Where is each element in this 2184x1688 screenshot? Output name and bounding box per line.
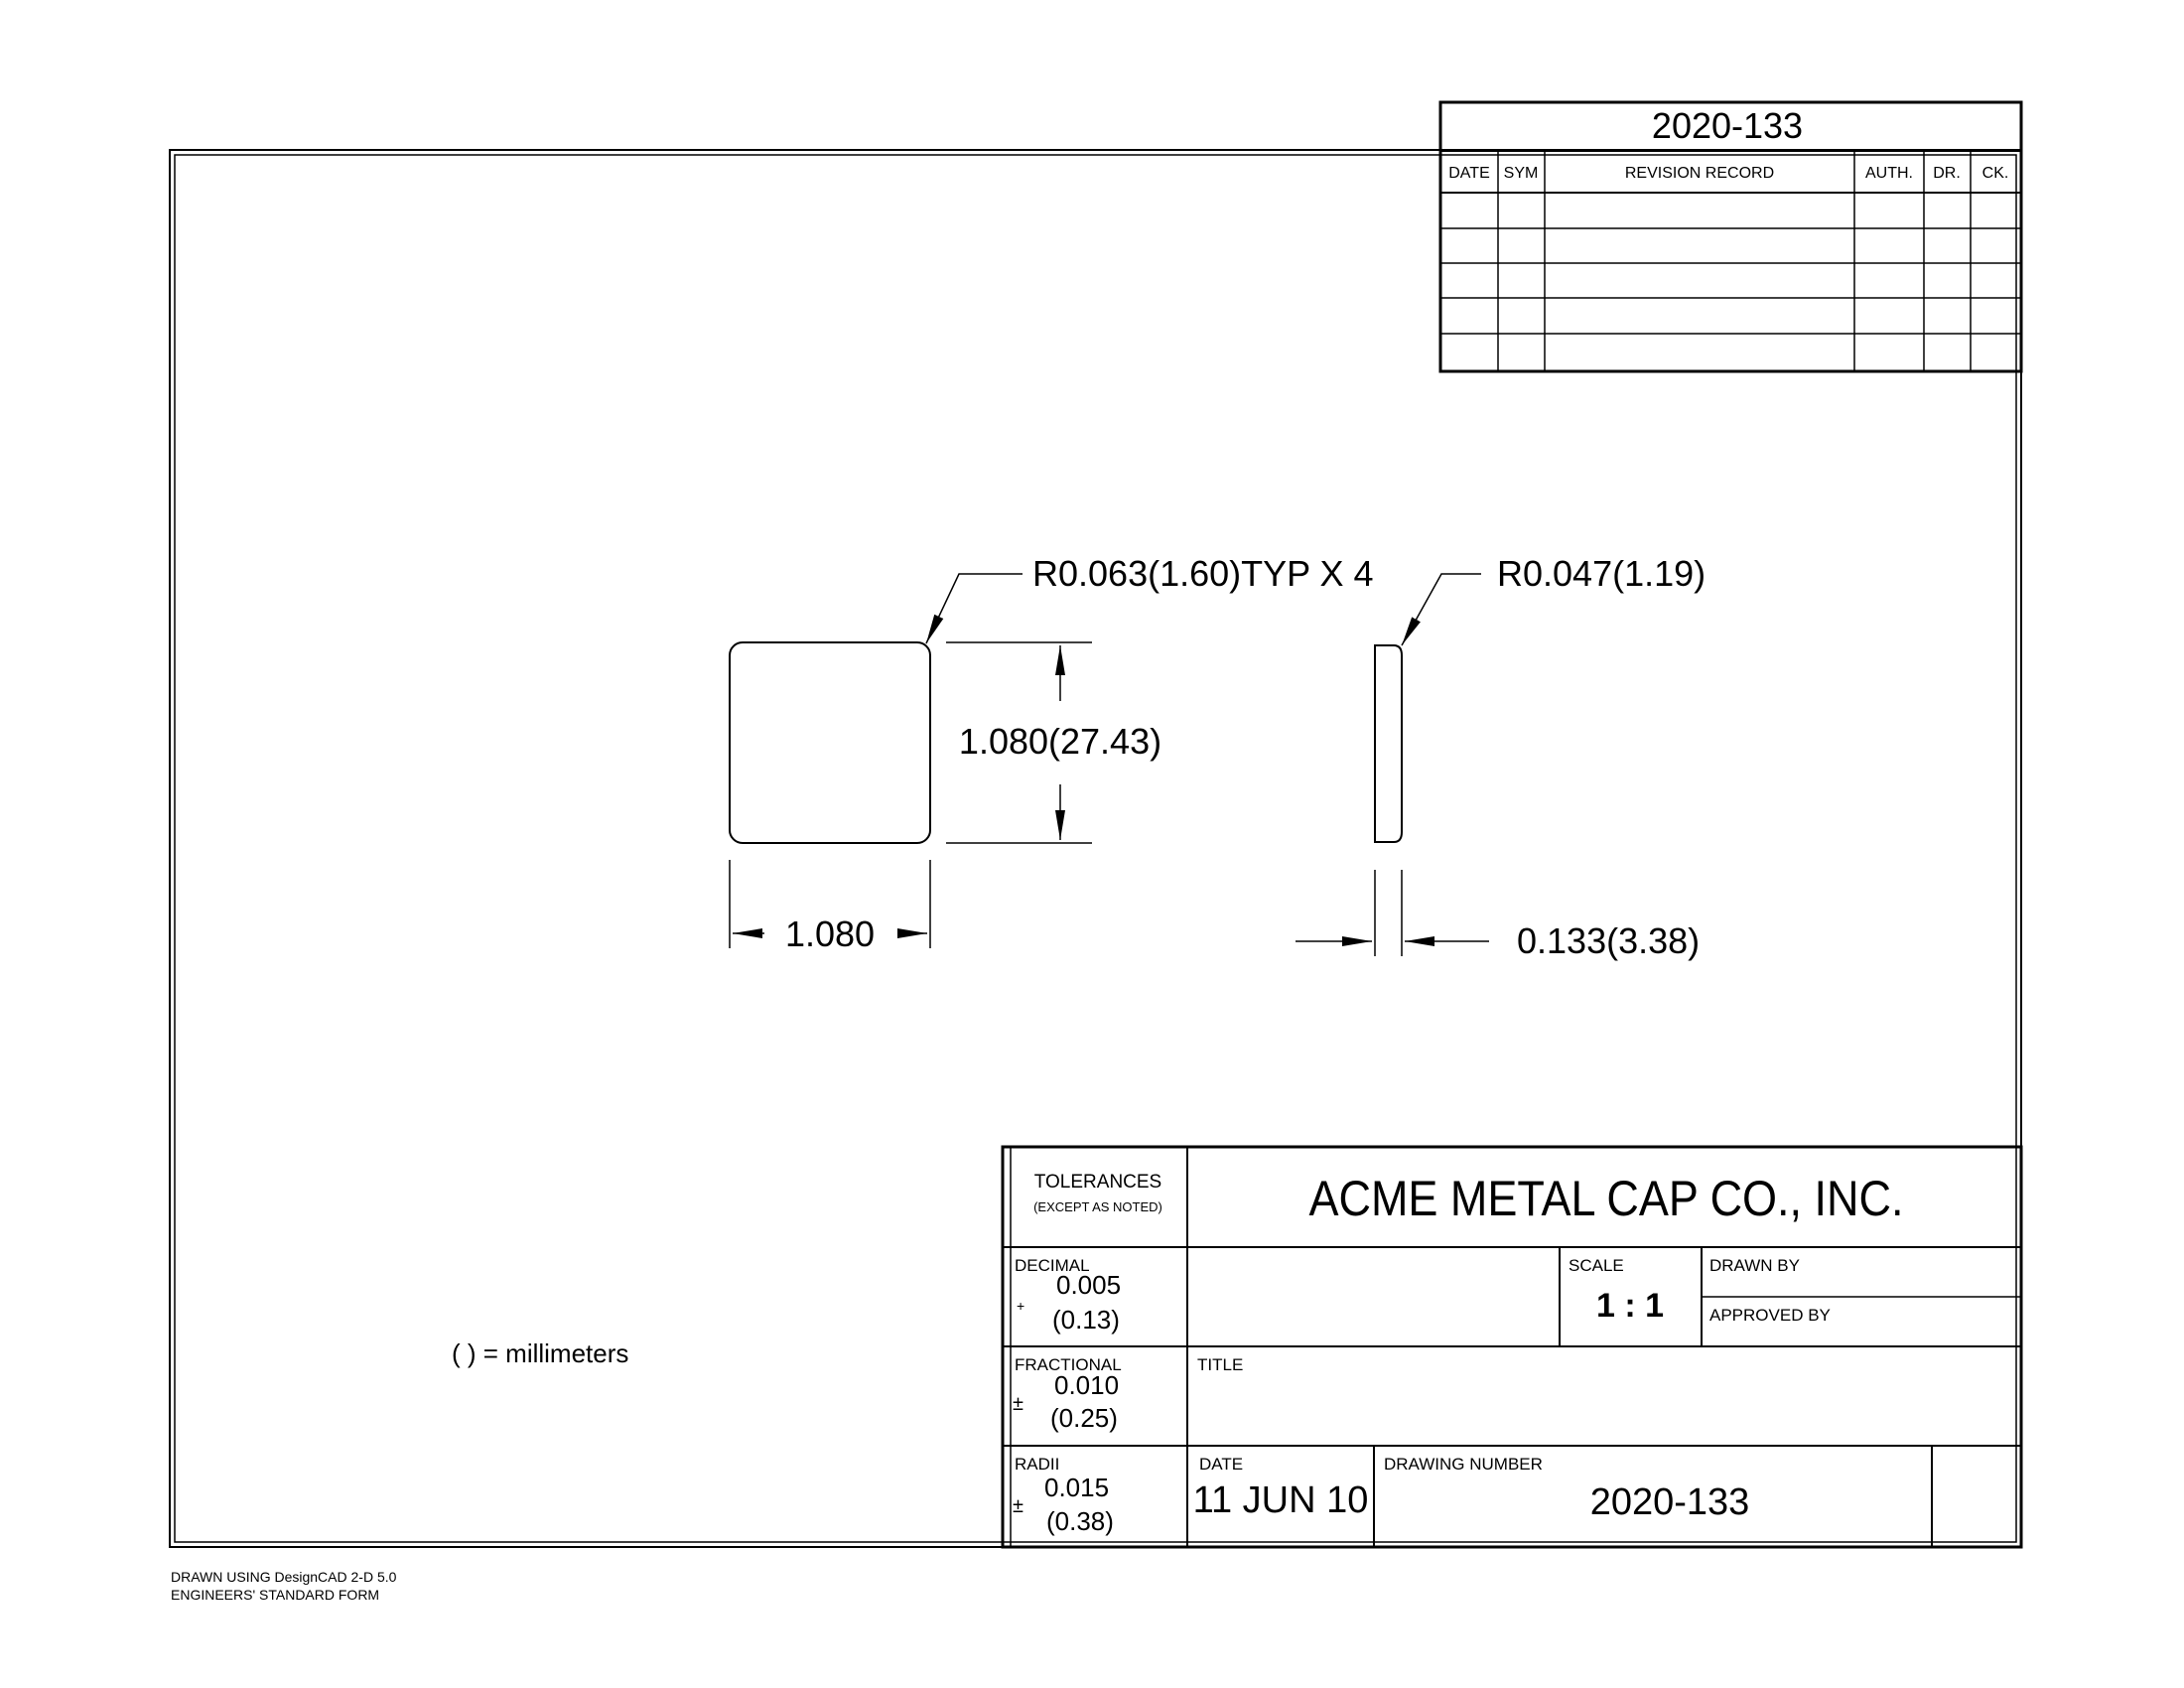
rev-header-dr: DR. (1933, 165, 1961, 182)
drawn-by-label: DRAWN BY (1709, 1256, 1800, 1275)
part-outline-square (730, 642, 930, 843)
company-name: ACME METAL CAP CO., INC. (1308, 1171, 1904, 1227)
rev-header-auth: AUTH. (1865, 165, 1913, 182)
title-block (1003, 1147, 2021, 1547)
scale-value: 1 : 1 (1595, 1287, 1665, 1325)
units-note: ( ) = millimeters (452, 1338, 629, 1368)
decimal-sign: + (1017, 1298, 1025, 1314)
footer-line-2: ENGINEERS' STANDARD FORM (171, 1587, 380, 1603)
decimal-mm: (0.13) (1052, 1305, 1120, 1335)
width-dimension: 1.080 (784, 914, 876, 954)
tolerances-label: TOLERANCES (1033, 1172, 1162, 1193)
decimal-label: DECIMAL (1015, 1256, 1090, 1275)
height-dimension: 1.080(27.43) (958, 721, 1162, 762)
footer-line-1: DRAWN USING DesignCAD 2-D 5.0 (171, 1569, 397, 1585)
rev-header-ck: CK. (1981, 165, 2009, 182)
rev-header-date: DATE (1448, 165, 1490, 182)
corner-radius-note: R0.063(1.60)TYP X 4 (1032, 553, 1374, 594)
except-as-noted-label: (EXCEPT AS NOTED) (1033, 1199, 1162, 1214)
rev-header-sym: SYM (1503, 165, 1539, 182)
scale-label: SCALE (1569, 1256, 1624, 1275)
part-front-view (730, 553, 1374, 954)
part-side-view (1296, 553, 1706, 961)
corner-radius-leader (926, 574, 1023, 643)
fractional-mm: (0.25) (1050, 1403, 1118, 1433)
drawing-number-label: DRAWING NUMBER (1384, 1455, 1543, 1474)
date-label: DATE (1199, 1455, 1244, 1474)
radii-label: RADII (1015, 1455, 1060, 1474)
revision-block (1440, 102, 2021, 371)
rev-header-record: REVISION RECORD (1624, 165, 1775, 182)
radii-mm: (0.38) (1046, 1506, 1114, 1536)
decimal-value: 0.005 (1056, 1270, 1122, 1300)
title-label: TITLE (1197, 1355, 1244, 1374)
drawing-border (170, 150, 2021, 1547)
fractional-label: FRACTIONAL (1015, 1355, 1122, 1374)
drawing-number-value: 2020-133 (1589, 1481, 1750, 1523)
date-value: 11 JUN 10 (1192, 1479, 1369, 1521)
revision-number: 2020-133 (1651, 105, 1804, 146)
part-outline-edge (1375, 645, 1402, 842)
approved-by-label: APPROVED BY (1709, 1306, 1831, 1325)
fractional-value: 0.010 (1054, 1370, 1120, 1400)
fractional-sign: ± (1013, 1393, 1024, 1415)
thickness-dimension: 0.133(3.38) (1517, 920, 1701, 961)
edge-radius-note: R0.047(1.19) (1497, 553, 1706, 594)
radii-sign: ± (1013, 1495, 1024, 1517)
edge-radius-leader (1402, 574, 1481, 645)
radii-value: 0.015 (1044, 1473, 1110, 1502)
